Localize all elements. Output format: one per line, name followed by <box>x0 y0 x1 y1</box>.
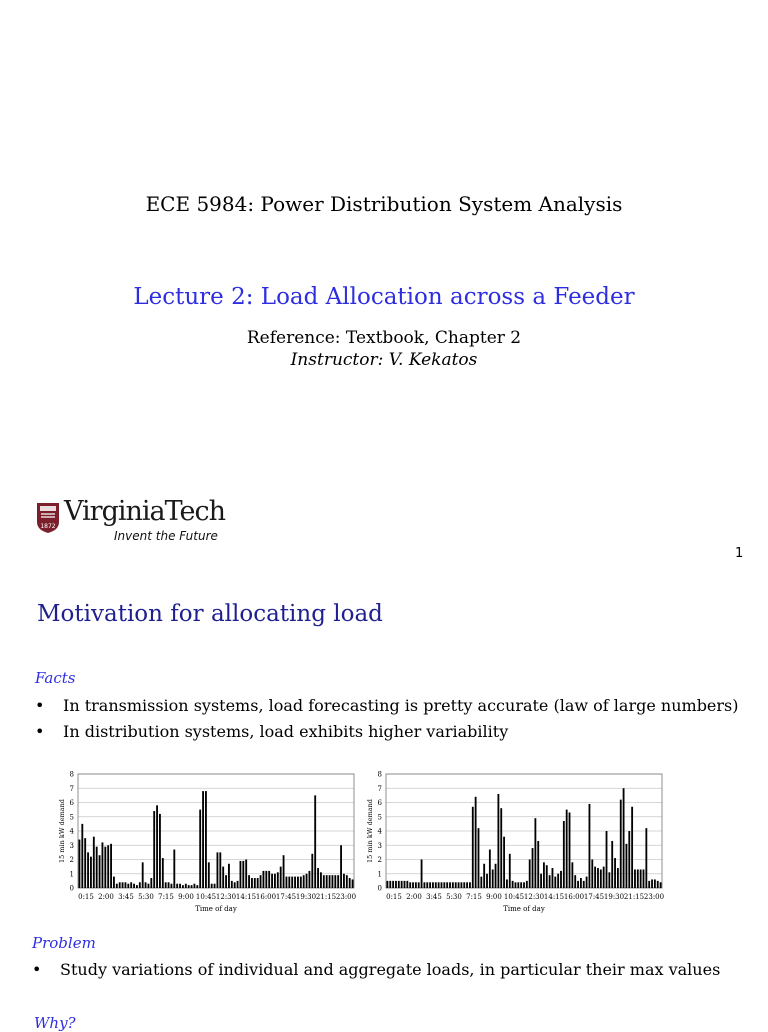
bar <box>337 875 339 888</box>
bar <box>214 884 216 888</box>
bar <box>537 841 539 888</box>
y-tick-label: 2 <box>69 856 74 864</box>
bar <box>543 862 545 888</box>
bar <box>631 807 633 888</box>
y-tick-label: 4 <box>69 827 74 836</box>
x-tick-label: 21:15 <box>623 893 645 901</box>
bar <box>500 808 502 888</box>
x-tick-label: 14:15 <box>543 893 565 901</box>
y-tick-label: 5 <box>69 813 74 822</box>
bar <box>660 882 662 888</box>
y-tick-label: 8 <box>69 770 74 779</box>
load-chart-right <box>364 766 668 918</box>
bar <box>150 878 152 888</box>
bar <box>107 845 109 888</box>
bar <box>460 882 462 888</box>
bar <box>145 882 147 888</box>
bar <box>654 879 656 888</box>
bar <box>139 882 141 888</box>
bar <box>176 884 178 888</box>
bar <box>580 878 582 888</box>
bar <box>202 791 204 888</box>
reference-text: Reference: Textbook, Chapter 2 <box>246 328 522 348</box>
bar <box>520 882 522 888</box>
y-tick-label: 0 <box>69 884 74 893</box>
logo-year: 1872 <box>40 523 56 530</box>
bar <box>600 869 602 888</box>
bar <box>294 877 296 888</box>
bar <box>133 884 135 888</box>
bar <box>455 882 457 888</box>
x-tick-label: 12:30 <box>215 893 237 901</box>
bar <box>443 882 445 888</box>
bar <box>398 881 400 888</box>
bar <box>260 875 262 888</box>
y-tick-label: 1 <box>377 870 382 879</box>
bar <box>503 837 505 888</box>
bar <box>329 875 331 888</box>
bar <box>274 874 276 888</box>
bar <box>326 875 328 888</box>
bar <box>406 881 408 888</box>
bullet-dot: • <box>32 960 42 979</box>
bar <box>148 884 150 888</box>
bar <box>263 871 265 888</box>
bar <box>87 852 89 888</box>
bar <box>435 882 437 888</box>
bar <box>343 874 345 888</box>
bar <box>93 837 95 888</box>
bar <box>540 874 542 888</box>
x-tick-label: 17:45 <box>275 893 297 901</box>
instructor-text: Instructor: V. Kekatos <box>290 350 478 370</box>
bar <box>554 877 556 888</box>
bar <box>153 811 155 888</box>
bar <box>463 882 465 888</box>
bar <box>165 882 167 888</box>
bar <box>231 881 233 888</box>
bar <box>288 877 290 888</box>
bar <box>620 800 622 888</box>
bar <box>90 857 92 888</box>
bar <box>237 881 239 888</box>
x-tick-label: 9:00 <box>178 893 194 901</box>
bar <box>340 845 342 888</box>
bar <box>306 874 308 888</box>
bar <box>265 871 267 888</box>
x-tick-label: 7:15 <box>158 893 174 901</box>
why-label: Why? <box>34 1014 76 1032</box>
x-tick-label: 19:30 <box>295 893 317 901</box>
bar <box>611 841 613 888</box>
bar <box>415 882 417 888</box>
bar <box>277 872 279 888</box>
bar <box>168 882 170 888</box>
load-chart-left <box>56 766 360 918</box>
y-tick-label: 6 <box>69 799 74 807</box>
bar <box>586 877 588 888</box>
bar <box>268 871 270 888</box>
bar <box>489 850 491 888</box>
bar <box>283 855 285 888</box>
bar <box>441 882 443 888</box>
bar <box>130 882 132 888</box>
x-tick-label: 16:00 <box>563 893 585 901</box>
bar <box>483 864 485 888</box>
bar <box>486 874 488 888</box>
bullet-text: In distribution systems, load exhibits higher variability <box>63 722 509 741</box>
x-tick-label: 9:00 <box>486 893 502 901</box>
bar <box>458 882 460 888</box>
problem-label: Problem <box>32 934 96 952</box>
bar <box>211 884 213 888</box>
bar <box>509 854 511 888</box>
bar <box>142 862 144 888</box>
bar <box>412 882 414 888</box>
logo-wordmark: VirginiaTech <box>64 496 226 527</box>
slide-title: Motivation for allocating load <box>37 601 383 627</box>
logo-emblem <box>36 502 60 534</box>
bar <box>156 805 158 888</box>
bar <box>466 882 468 888</box>
bar <box>332 875 334 888</box>
bar <box>424 882 426 888</box>
bar <box>323 875 325 888</box>
bar <box>122 882 124 888</box>
bar <box>102 842 104 888</box>
bar <box>389 881 391 888</box>
bar <box>116 884 118 888</box>
bar <box>320 872 322 888</box>
bar <box>571 862 573 888</box>
bar <box>99 855 101 888</box>
bar <box>119 882 121 888</box>
course-title: ECE 5984: Power Distribution System Analysis <box>145 192 623 216</box>
bar <box>182 885 184 888</box>
bar <box>205 791 207 888</box>
bar <box>271 874 273 888</box>
x-tick-label: 5:30 <box>446 893 462 901</box>
x-axis-label: Time of day <box>503 905 545 913</box>
bar <box>515 882 517 888</box>
bar <box>569 812 571 888</box>
x-tick-label: 16:00 <box>255 893 277 901</box>
bar <box>245 860 247 889</box>
facts-label: Facts <box>35 669 76 687</box>
bar <box>392 881 394 888</box>
bar <box>606 831 608 888</box>
y-axis-label: 15 min kW demand <box>58 799 66 863</box>
virginia-tech-logo <box>36 496 226 546</box>
bar <box>526 881 528 888</box>
bar <box>495 864 497 888</box>
bar <box>523 882 525 888</box>
bar <box>162 858 164 888</box>
bar <box>478 828 480 888</box>
bar <box>583 881 585 888</box>
y-tick-label: 3 <box>69 841 74 850</box>
bar <box>127 884 129 888</box>
bar <box>401 881 403 888</box>
bar <box>591 860 593 889</box>
bar <box>96 847 98 888</box>
bar <box>291 877 293 888</box>
bar <box>104 847 106 888</box>
bar <box>603 867 605 888</box>
bar <box>637 869 639 888</box>
bar <box>446 882 448 888</box>
y-tick-label: 1 <box>69 870 74 879</box>
bar <box>497 794 499 888</box>
bar <box>574 875 576 888</box>
bar <box>196 885 198 888</box>
bar <box>657 881 659 888</box>
bar <box>171 884 173 888</box>
bar <box>309 871 311 888</box>
bar <box>469 882 471 888</box>
bar <box>179 884 181 888</box>
bar <box>645 828 647 888</box>
bar <box>113 877 115 888</box>
bullet-dot: • <box>35 722 45 741</box>
bar <box>191 885 193 888</box>
bar <box>552 868 554 888</box>
bar <box>159 814 161 888</box>
bar <box>228 864 230 888</box>
x-tick-label: 3:45 <box>118 893 134 901</box>
bar <box>208 862 210 888</box>
bar <box>352 879 354 888</box>
bar <box>549 875 551 888</box>
bar <box>110 844 112 888</box>
bar <box>81 824 83 888</box>
bar <box>217 852 219 888</box>
bar <box>643 869 645 888</box>
bar <box>506 879 508 888</box>
x-tick-label: 19:30 <box>603 893 625 901</box>
bar <box>311 854 313 888</box>
bar <box>173 850 175 888</box>
x-tick-label: 2:00 <box>98 893 114 901</box>
logo-tagline: Invent the Future <box>114 529 218 543</box>
y-tick-label: 0 <box>377 884 382 893</box>
x-tick-label: 5:30 <box>138 893 154 901</box>
bar <box>640 869 642 888</box>
bar <box>648 881 650 888</box>
y-tick-label: 3 <box>377 841 382 850</box>
bar <box>225 875 227 888</box>
bar <box>626 844 628 888</box>
bar <box>79 840 81 888</box>
bar <box>248 875 250 888</box>
bar <box>512 881 514 888</box>
bar <box>125 882 127 888</box>
lecture-title: Lecture 2: Load Allocation across a Feeder <box>133 284 635 310</box>
x-tick-label: 3:45 <box>426 893 442 901</box>
y-tick-label: 7 <box>69 784 74 793</box>
bar <box>349 878 351 888</box>
y-tick-label: 2 <box>377 856 382 864</box>
bar <box>314 795 316 888</box>
bar <box>418 882 420 888</box>
y-axis-label: 15 min kW demand <box>366 799 374 863</box>
bar <box>234 882 236 888</box>
bar <box>589 804 591 888</box>
y-tick-label: 6 <box>377 799 382 807</box>
bar <box>222 867 224 888</box>
bar <box>242 861 244 888</box>
bar <box>628 831 630 888</box>
bullet-item <box>35 722 735 744</box>
bar <box>240 861 242 888</box>
x-tick-label: 23:00 <box>335 893 357 901</box>
bar <box>472 807 474 888</box>
bar <box>617 868 619 888</box>
x-tick-label: 2:00 <box>406 893 422 901</box>
bar <box>199 810 201 888</box>
x-tick-label: 0:15 <box>386 893 402 901</box>
bar <box>387 881 389 888</box>
bar <box>84 838 86 888</box>
bar <box>297 877 299 888</box>
bar <box>280 867 282 888</box>
page-number: 1 <box>735 546 744 561</box>
bullet-item <box>35 696 739 718</box>
bar <box>251 878 253 888</box>
y-tick-label: 7 <box>377 784 382 793</box>
x-tick-label: 12:30 <box>523 893 545 901</box>
bar <box>185 884 187 888</box>
bar <box>480 877 482 888</box>
bar <box>623 788 625 888</box>
bar <box>136 885 138 888</box>
bar <box>438 882 440 888</box>
bar <box>594 867 596 888</box>
bar <box>546 865 548 888</box>
bar <box>560 871 562 888</box>
bar <box>346 875 348 888</box>
bar <box>421 860 423 889</box>
bar <box>257 878 259 888</box>
bar <box>395 881 397 888</box>
bar <box>254 878 256 888</box>
bar <box>651 879 653 888</box>
bar <box>188 885 190 888</box>
bar <box>608 872 610 888</box>
x-axis-label: Time of day <box>195 905 237 913</box>
y-tick-label: 8 <box>377 770 382 779</box>
bar <box>566 810 568 888</box>
x-tick-label: 21:15 <box>315 893 337 901</box>
bar <box>557 874 559 888</box>
bullet-text: In transmission systems, load forecasting is pretty accurate (law of large numbers) <box>63 696 739 715</box>
x-tick-label: 14:15 <box>235 893 257 901</box>
bar <box>429 882 431 888</box>
x-tick-label: 7:15 <box>466 893 482 901</box>
bar <box>286 877 288 888</box>
bar <box>432 882 434 888</box>
bar <box>452 882 454 888</box>
bar <box>534 818 536 888</box>
bar <box>492 869 494 888</box>
bar <box>303 875 305 888</box>
bullet-text: Study variations of individual and aggregate loads, in particular their max values <box>60 960 721 979</box>
bar <box>317 868 319 888</box>
y-tick-label: 4 <box>377 827 382 836</box>
bar <box>563 821 565 888</box>
bar <box>404 881 406 888</box>
bar <box>517 882 519 888</box>
bar <box>409 882 411 888</box>
bar <box>577 881 579 888</box>
x-tick-label: 17:45 <box>583 893 605 901</box>
x-tick-label: 10:45 <box>195 893 217 901</box>
bar <box>426 882 428 888</box>
bar <box>194 884 196 888</box>
bar <box>475 797 477 888</box>
bar <box>614 858 616 888</box>
x-tick-label: 23:00 <box>643 893 665 901</box>
bar <box>597 868 599 888</box>
bar <box>334 875 336 888</box>
bullet-item <box>32 960 752 982</box>
x-tick-label: 0:15 <box>78 893 94 901</box>
x-tick-label: 10:45 <box>503 893 525 901</box>
bullet-dot: • <box>35 696 45 715</box>
bar <box>219 852 221 888</box>
y-tick-label: 5 <box>377 813 382 822</box>
bar <box>529 860 531 889</box>
bar <box>300 877 302 888</box>
bar <box>634 869 636 888</box>
bar <box>449 882 451 888</box>
bar <box>532 848 534 888</box>
